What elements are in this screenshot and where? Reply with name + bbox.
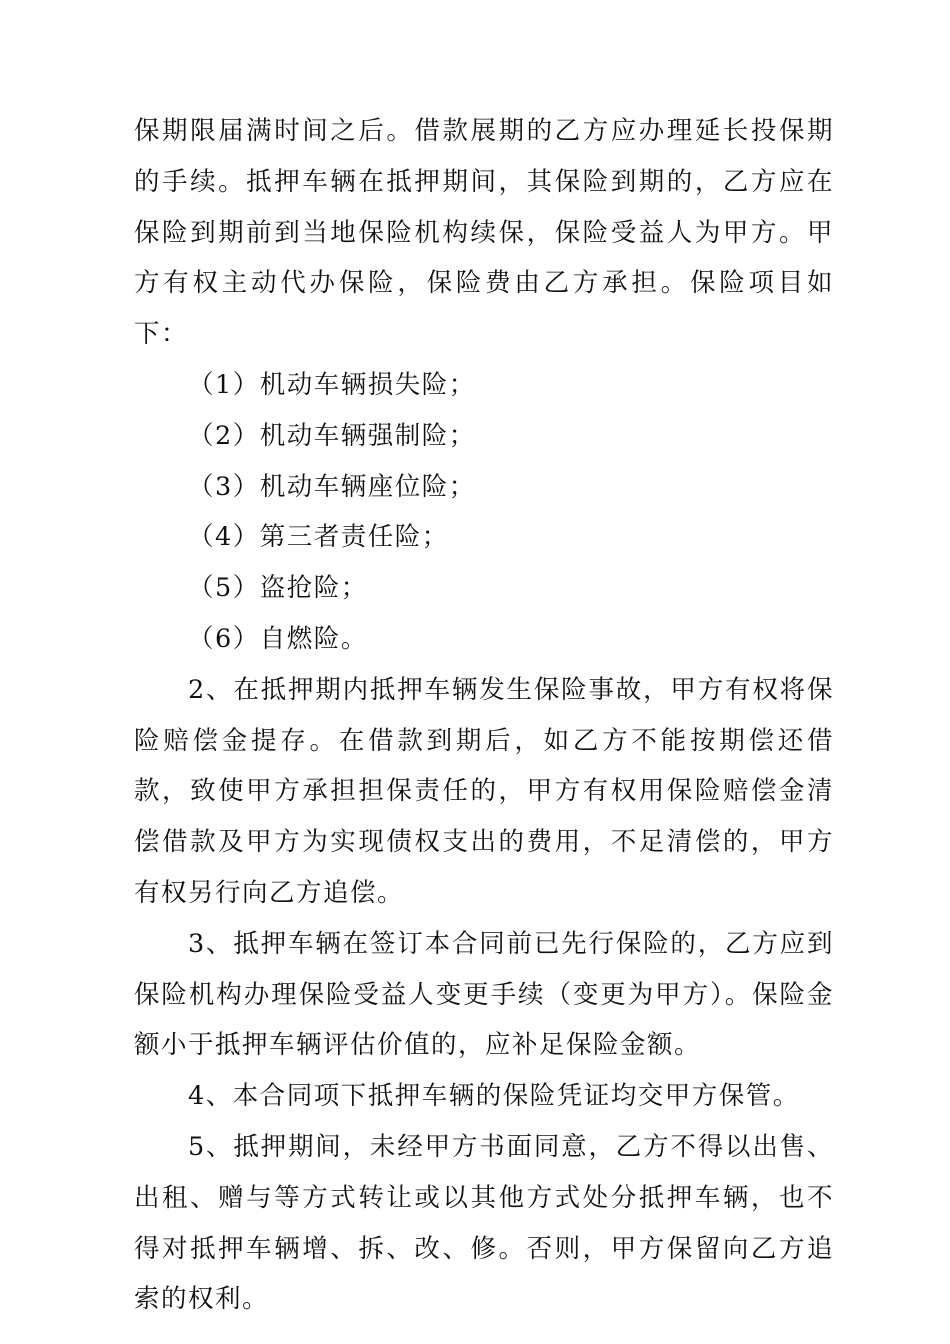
insurance-item-6: （6）自燃险。 (188, 623, 368, 654)
clause-3: 3、抵押车辆在签订本合同前已先行保险的，乙方应到保险机构办理保险受益人变更手续（变更为甲方）。保险金额小于抵押车辆评估价值的，应补足保险金额。 (134, 928, 834, 1061)
clause-4: 4、本合同项下抵押车辆的保险凭证均交甲方保管。 (188, 1081, 800, 1112)
clause-5: 5、抵押期间，未经甲方书面同意，乙方不得以出售、出租、赠与等方式转让或以其他方式处分抵押车辆，也不得对抵押车辆增、拆、改、修。否则，甲方保留向乙方追索的权利。 (134, 1131, 834, 1315)
insurance-item-2: （2）机动车辆强制险； (188, 420, 476, 451)
paragraph-intro: 保期限届满时间之后。借款展期的乙方应办理延长投保期的手续。抵押车辆在抵押期间，其保险到期的，乙方应在保险到期前到当地保险机构续保，保险受益人为甲方。甲方有权主动代办保险，保险费由乙方承担。保险项目如下： (134, 116, 834, 350)
document-body (134, 106, 834, 1325)
insurance-item-list (134, 360, 834, 665)
insurance-item-1: （1）机动车辆损失险； (188, 369, 476, 400)
clause-2: 2、在抵押期内抵押车辆发生保险事故，甲方有权将保险赔偿金提存。在借款到期后，如乙方不能按期偿还借款，致使甲方承担担保责任的，甲方有权用保险赔偿金清偿借款及甲方为实现债权支出的费用，不足清偿的，甲方有权另行向乙方追偿。 (134, 674, 834, 908)
insurance-item-5: （5）盗抢险； (188, 573, 368, 604)
insurance-item-4: （4）第三者责任险； (188, 522, 449, 553)
insurance-item-3: （3）机动车辆座位险； (188, 471, 476, 502)
